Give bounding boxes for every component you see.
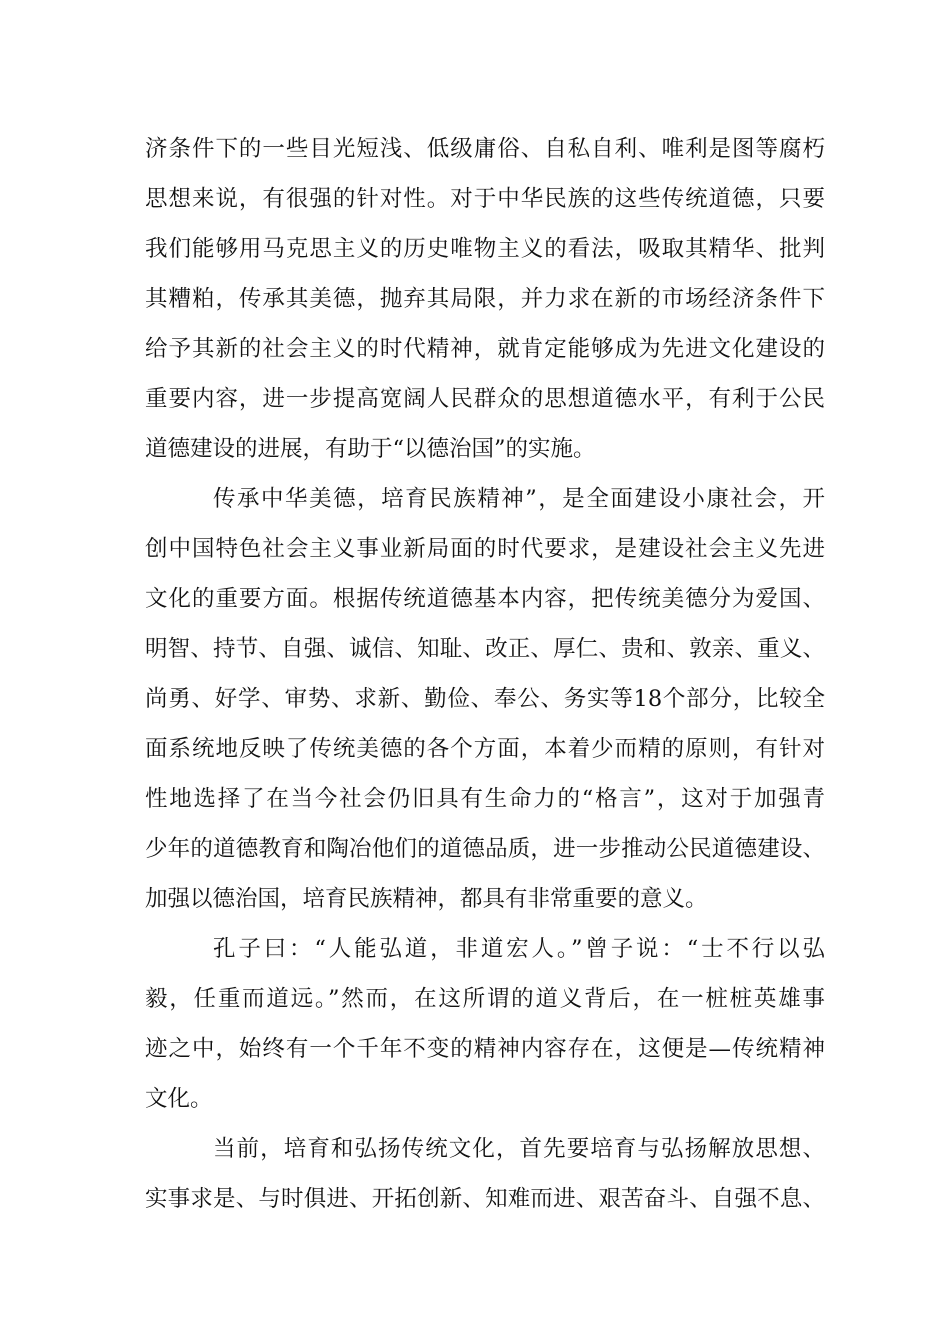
- text-line: 创中国特色社会主义事业新局面的时代要求，是建设社会主义先进: [145, 536, 825, 562]
- text-line: 重要内容，进一步提高宽阔人民群众的思想道德水平，有利于公民: [145, 386, 825, 412]
- text-line: 面系统地反映了传统美德的各个方面，本着少而精的原则，有针对: [145, 736, 825, 762]
- text-line: 我们能够用马克思主义的历史唯物主义的看法，吸取其精华、批判: [145, 236, 825, 262]
- text-line: 少年的道德教育和陶冶他们的道德品质，进一步推动公民道德建设、: [145, 836, 825, 862]
- text-line: 传承中华美德，培育民族精神”，是全面建设小康社会，开: [213, 486, 825, 512]
- text-line: 文化。: [145, 1086, 213, 1112]
- text-line: 明智、持节、自强、诚信、知耻、改正、厚仁、贵和、敦亲、重义、: [145, 636, 825, 662]
- text-line: 尚勇、好学、审势、求新、勤俭、奉公、务实等18个部分，比较全: [145, 686, 825, 712]
- text-line: 当前，培育和弘扬传统文化，首先要培育与弘扬解放思想、: [213, 1136, 825, 1162]
- text-line: 文化的重要方面。根据传统道德基本内容，把传统美德分为爱国、: [145, 586, 825, 612]
- text-line: 实事求是、与时俱进、开拓创新、知难而进、艰苦奋斗、自强不息、: [145, 1186, 825, 1212]
- text-line: 孔子曰：“人能弘道，非道宏人。”曾子说：“士不行以弘: [213, 936, 825, 962]
- text-line: 给予其新的社会主义的时代精神，就肯定能够成为先进文化建设的: [145, 336, 825, 362]
- text-line: 性地选择了在当今社会仍旧具有生命力的“格言”，这对于加强青: [145, 786, 825, 812]
- text-line: 迹之中，始终有一个千年不变的精神内容存在，这便是—传统精神: [145, 1036, 825, 1062]
- text-line: 毅，任重而道远。”然而，在这所谓的道义背后，在一桩桩英雄事: [145, 986, 825, 1012]
- text-line: 思想来说，有很强的针对性。对于中华民族的这些传统道德，只要: [145, 186, 825, 212]
- text-line: 其糟粕，传承其美德，抛弃其局限，并力求在新的市场经济条件下: [145, 286, 825, 312]
- text-line: 济条件下的一些目光短浅、低级庸俗、自私自利、唯利是图等腐朽: [145, 136, 825, 162]
- text-line: 加强以德治国，培育民族精神，都具有非常重要的意义。: [145, 886, 708, 912]
- text-line: 道德建设的进展，有助于“以德治国”的实施。: [145, 436, 596, 462]
